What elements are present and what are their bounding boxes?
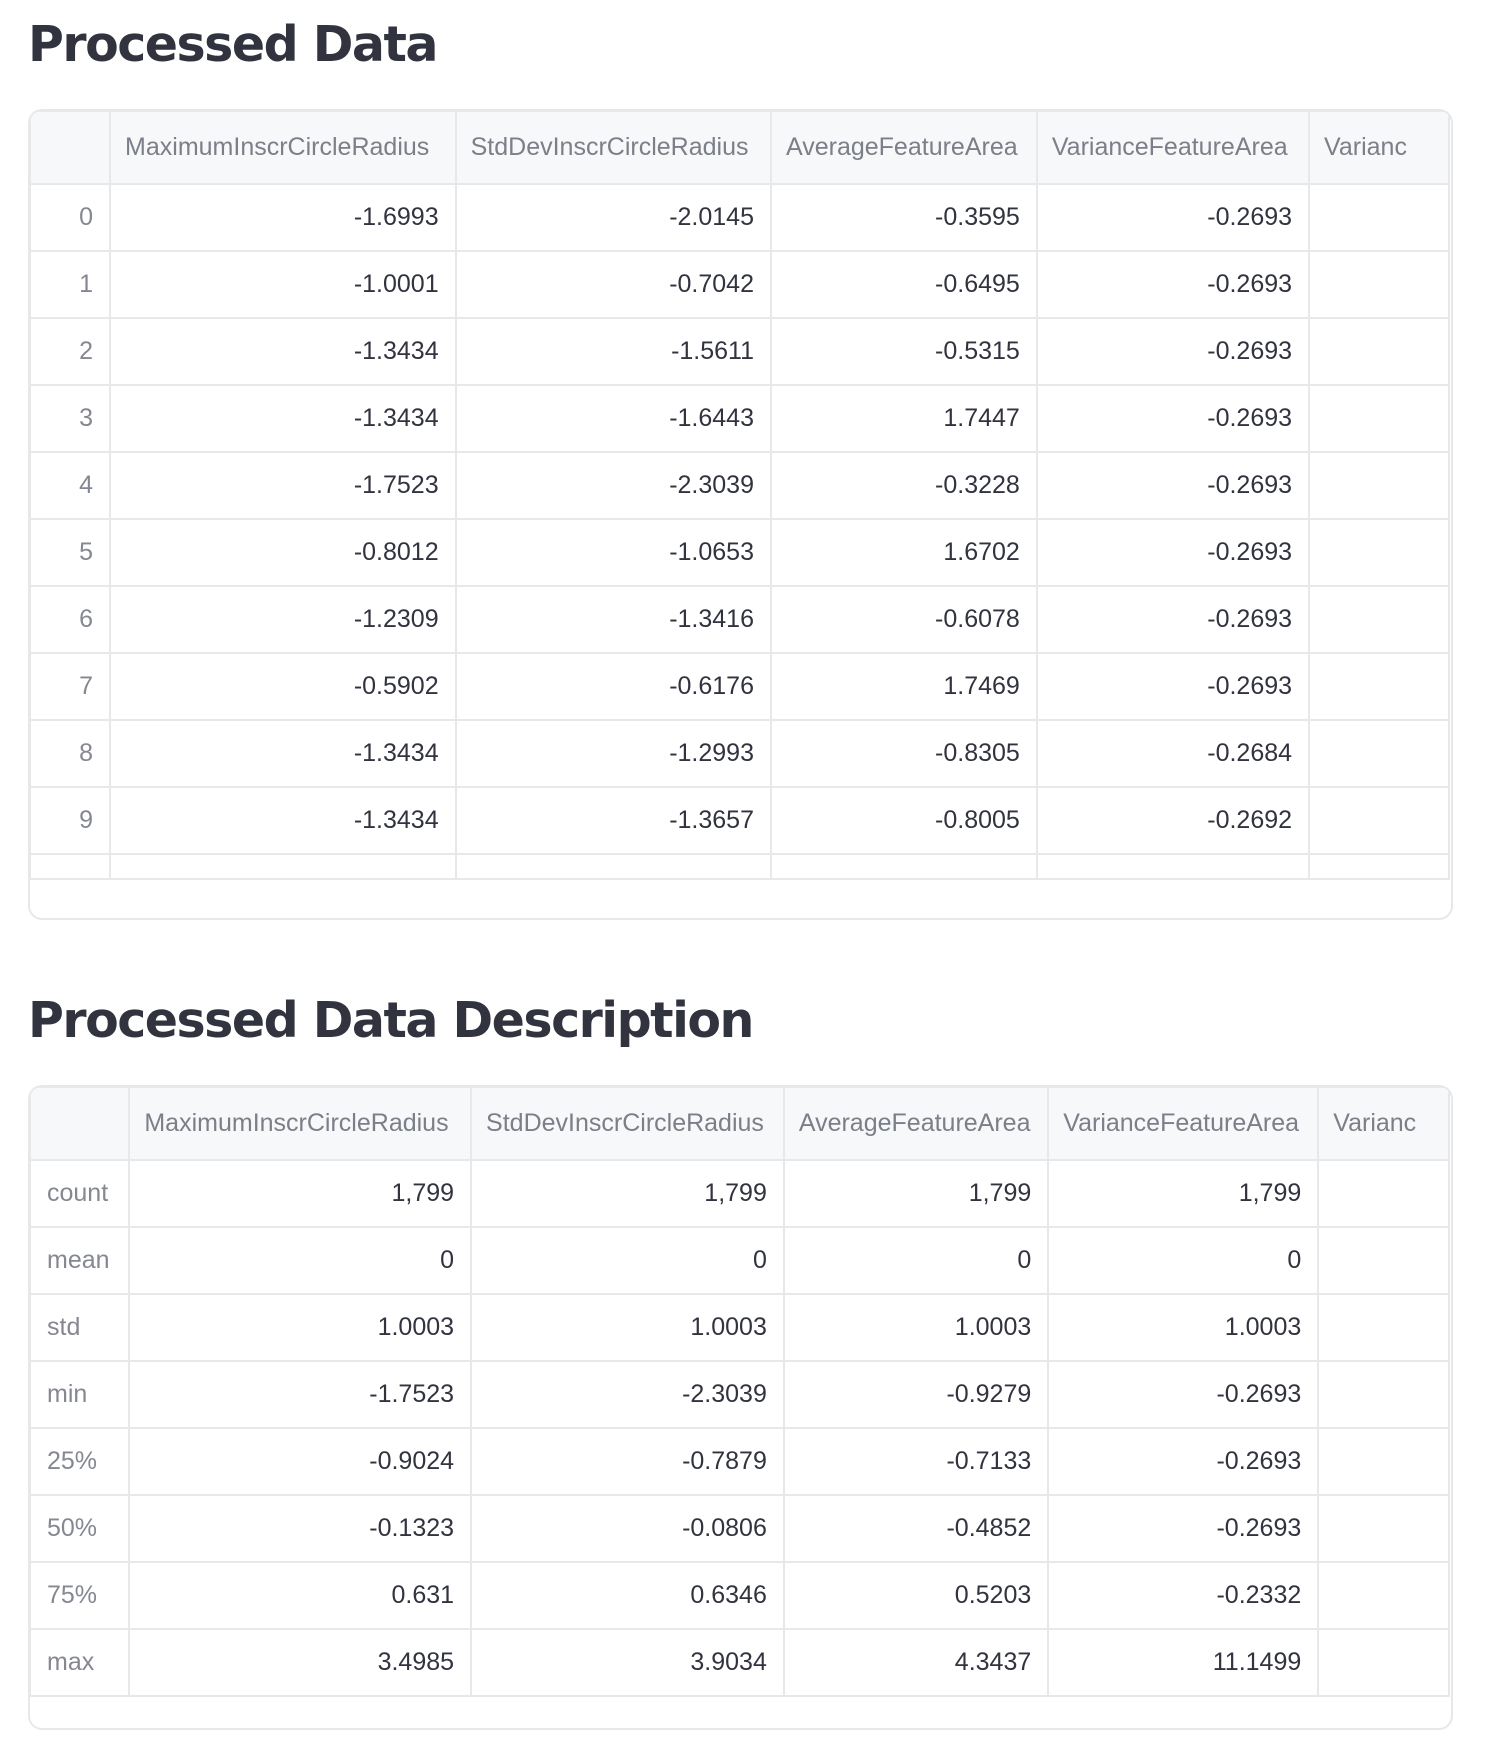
table-cell[interactable] [1309, 720, 1449, 787]
table-cell[interactable]: 1.0003 [784, 1294, 1048, 1361]
table-cell [1037, 854, 1309, 879]
table-row[interactable] [30, 251, 1449, 318]
table-cell [456, 854, 771, 879]
row-index: 6 [30, 586, 110, 653]
table-row-partial [30, 854, 1449, 879]
table-row[interactable] [30, 1629, 1449, 1696]
table-cell[interactable]: -1.6993 [110, 184, 456, 251]
table-cell[interactable]: 3.4985 [129, 1629, 471, 1696]
table-row[interactable] [30, 184, 1449, 251]
table-cell[interactable]: -1.0001 [110, 251, 456, 318]
row-index: 2 [30, 318, 110, 385]
table-cell[interactable]: -0.2692 [1037, 787, 1309, 854]
row-index: std [30, 1294, 129, 1361]
column-header-maximum-inscr-circle-radius[interactable]: MaximumInscrCircleRadius [110, 111, 456, 184]
table-cell[interactable]: -0.2684 [1037, 720, 1309, 787]
processed-data-title: Processed Data [28, 16, 437, 73]
table-cell[interactable]: -0.8005 [771, 787, 1037, 854]
table-cell[interactable]: -0.7133 [784, 1428, 1048, 1495]
table-cell[interactable]: 1.0003 [129, 1294, 471, 1361]
table-cell[interactable]: 1.7447 [771, 385, 1037, 452]
table-cell[interactable]: -0.4852 [784, 1495, 1048, 1562]
table-cell[interactable]: -0.2693 [1037, 184, 1309, 251]
table-cell[interactable] [1318, 1227, 1449, 1294]
table-cell[interactable]: 0.5203 [784, 1562, 1048, 1629]
table-row[interactable] [30, 1160, 1449, 1227]
table-cell[interactable]: -0.2693 [1048, 1428, 1318, 1495]
header-row [30, 1087, 1449, 1160]
table-cell[interactable]: -0.2693 [1037, 385, 1309, 452]
row-index: 0 [30, 184, 110, 251]
row-index: 1 [30, 251, 110, 318]
table-cell[interactable] [1318, 1495, 1449, 1562]
row-index: max [30, 1629, 129, 1696]
table-cell[interactable] [1309, 787, 1449, 854]
table-row[interactable] [30, 1294, 1449, 1361]
table-cell[interactable]: 1.7469 [771, 653, 1037, 720]
table-cell[interactable]: -0.6495 [771, 251, 1037, 318]
table-cell[interactable]: 1,799 [784, 1160, 1048, 1227]
table-cell[interactable]: -1.6443 [456, 385, 771, 452]
table-row[interactable] [30, 452, 1449, 519]
row-index: 25% [30, 1428, 129, 1495]
table-cell[interactable]: -1.3434 [110, 385, 456, 452]
table-cell[interactable] [1318, 1629, 1449, 1696]
table-cell [110, 854, 456, 879]
column-header-average-feature-area[interactable]: AverageFeatureArea [771, 111, 1037, 184]
table-cell[interactable]: 0 [784, 1227, 1048, 1294]
dataframe-grid [29, 1086, 1450, 1697]
row-index: 75% [30, 1562, 129, 1629]
table-cell[interactable]: -1.7523 [110, 452, 456, 519]
table-cell[interactable]: -1.3434 [110, 787, 456, 854]
table-cell[interactable] [1318, 1294, 1449, 1361]
table-cell[interactable] [1309, 519, 1449, 586]
column-header-variance-truncated[interactable]: Varianc [1318, 1087, 1449, 1160]
table-cell[interactable]: -0.2332 [1048, 1562, 1318, 1629]
processed-data-table[interactable] [28, 109, 1453, 920]
table-cell[interactable]: 4.3437 [784, 1629, 1048, 1696]
table-cell[interactable]: -1.2993 [456, 720, 771, 787]
table-cell[interactable]: -0.2693 [1048, 1361, 1318, 1428]
table-cell[interactable]: -0.7042 [456, 251, 771, 318]
index-header [30, 1087, 129, 1160]
row-index: 5 [30, 519, 110, 586]
table-cell[interactable]: -0.3228 [771, 452, 1037, 519]
dataframe-grid [29, 110, 1450, 880]
table-cell[interactable]: -1.5611 [456, 318, 771, 385]
row-index: 8 [30, 720, 110, 787]
table-cell[interactable]: 3.9034 [471, 1629, 784, 1696]
table-cell[interactable] [1318, 1428, 1449, 1495]
table-cell[interactable]: -1.7523 [129, 1361, 471, 1428]
table-cell[interactable]: 0 [129, 1227, 471, 1294]
row-index: mean [30, 1227, 129, 1294]
table-row[interactable] [30, 653, 1449, 720]
table-cell[interactable]: 1,799 [471, 1160, 784, 1227]
table-cell[interactable]: 1.6702 [771, 519, 1037, 586]
table-cell[interactable]: -0.6078 [771, 586, 1037, 653]
table-cell[interactable]: -1.0653 [456, 519, 771, 586]
table-cell[interactable]: -0.6176 [456, 653, 771, 720]
table-cell[interactable]: -0.2693 [1048, 1495, 1318, 1562]
table-row[interactable] [30, 1562, 1449, 1629]
table-cell[interactable]: -1.3416 [456, 586, 771, 653]
table-cell[interactable] [1309, 184, 1449, 251]
table-cell[interactable]: -0.8012 [110, 519, 456, 586]
processed-data-description-table[interactable] [28, 1085, 1453, 1730]
table-cell[interactable]: -0.9024 [129, 1428, 471, 1495]
column-header-variance-truncated[interactable]: Varianc [1309, 111, 1449, 184]
table-cell[interactable] [1309, 452, 1449, 519]
column-header-maximum-inscr-circle-radius[interactable]: MaximumInscrCircleRadius [129, 1087, 471, 1160]
row-index: min [30, 1361, 129, 1428]
table-cell[interactable]: -0.5902 [110, 653, 456, 720]
row-index: 3 [30, 385, 110, 452]
table-row[interactable] [30, 1227, 1449, 1294]
table-cell[interactable]: 0.6346 [471, 1562, 784, 1629]
row-index: 50% [30, 1495, 129, 1562]
column-header-stddev-inscr-circle-radius[interactable]: StdDevInscrCircleRadius [471, 1087, 784, 1160]
table-cell[interactable]: -2.3039 [471, 1361, 784, 1428]
table-row[interactable] [30, 586, 1449, 653]
table-cell[interactable]: -0.2693 [1037, 586, 1309, 653]
column-header-variance-feature-area[interactable]: VarianceFeatureArea [1048, 1087, 1318, 1160]
table-cell[interactable]: -0.2693 [1037, 251, 1309, 318]
processed-data-description-title: Processed Data Description [28, 992, 753, 1049]
column-header-variance-feature-area[interactable]: VarianceFeatureArea [1037, 111, 1309, 184]
table-cell[interactable]: -0.1323 [129, 1495, 471, 1562]
table-cell[interactable]: 1,799 [129, 1160, 471, 1227]
table-cell[interactable]: -1.3434 [110, 720, 456, 787]
column-header-average-feature-area[interactable]: AverageFeatureArea [784, 1087, 1048, 1160]
table-cell[interactable] [1318, 1562, 1449, 1629]
index-header [30, 111, 110, 184]
table-cell[interactable]: -0.2693 [1037, 452, 1309, 519]
table-cell[interactable]: -0.2693 [1037, 318, 1309, 385]
table-cell[interactable] [1309, 251, 1449, 318]
table-cell[interactable]: 0.631 [129, 1562, 471, 1629]
table-cell[interactable] [1309, 653, 1449, 720]
table-cell [771, 854, 1037, 879]
table-cell[interactable]: -2.0145 [456, 184, 771, 251]
table-row[interactable] [30, 1361, 1449, 1428]
row-index: count [30, 1160, 129, 1227]
table-cell[interactable]: -0.7879 [471, 1428, 784, 1495]
table-cell [30, 854, 110, 879]
table-cell [1309, 854, 1449, 879]
table-row[interactable] [30, 1495, 1449, 1562]
table-row[interactable] [30, 385, 1449, 452]
table-cell[interactable]: 0 [471, 1227, 784, 1294]
table-cell[interactable]: 11.1499 [1048, 1629, 1318, 1696]
header-row [30, 111, 1449, 184]
table-cell[interactable] [1309, 318, 1449, 385]
table-cell[interactable]: -2.3039 [456, 452, 771, 519]
table-row[interactable] [30, 787, 1449, 854]
table-cell[interactable]: 0 [1048, 1227, 1318, 1294]
table-cell[interactable]: 1.0003 [471, 1294, 784, 1361]
table-row[interactable] [30, 720, 1449, 787]
table-cell[interactable] [1318, 1361, 1449, 1428]
table-cell[interactable]: 1,799 [1048, 1160, 1318, 1227]
table-cell[interactable] [1318, 1160, 1449, 1227]
table-cell[interactable]: -0.0806 [471, 1495, 784, 1562]
table-cell[interactable]: -0.2693 [1037, 519, 1309, 586]
table-cell[interactable]: -0.8305 [771, 720, 1037, 787]
row-index: 9 [30, 787, 110, 854]
column-header-stddev-inscr-circle-radius[interactable]: StdDevInscrCircleRadius [456, 111, 771, 184]
table-cell[interactable] [1309, 385, 1449, 452]
row-index: 7 [30, 653, 110, 720]
table-cell[interactable]: -0.3595 [771, 184, 1037, 251]
row-index: 4 [30, 452, 110, 519]
table-cell[interactable]: -0.9279 [784, 1361, 1048, 1428]
table-cell[interactable]: -0.2693 [1037, 653, 1309, 720]
table-row[interactable] [30, 519, 1449, 586]
table-row[interactable] [30, 1428, 1449, 1495]
table-cell[interactable]: -1.3657 [456, 787, 771, 854]
table-row[interactable] [30, 318, 1449, 385]
table-cell[interactable] [1309, 586, 1449, 653]
table-cell[interactable]: 1.0003 [1048, 1294, 1318, 1361]
table-cell[interactable]: -1.2309 [110, 586, 456, 653]
table-cell[interactable]: -1.3434 [110, 318, 456, 385]
table-cell[interactable]: -0.5315 [771, 318, 1037, 385]
